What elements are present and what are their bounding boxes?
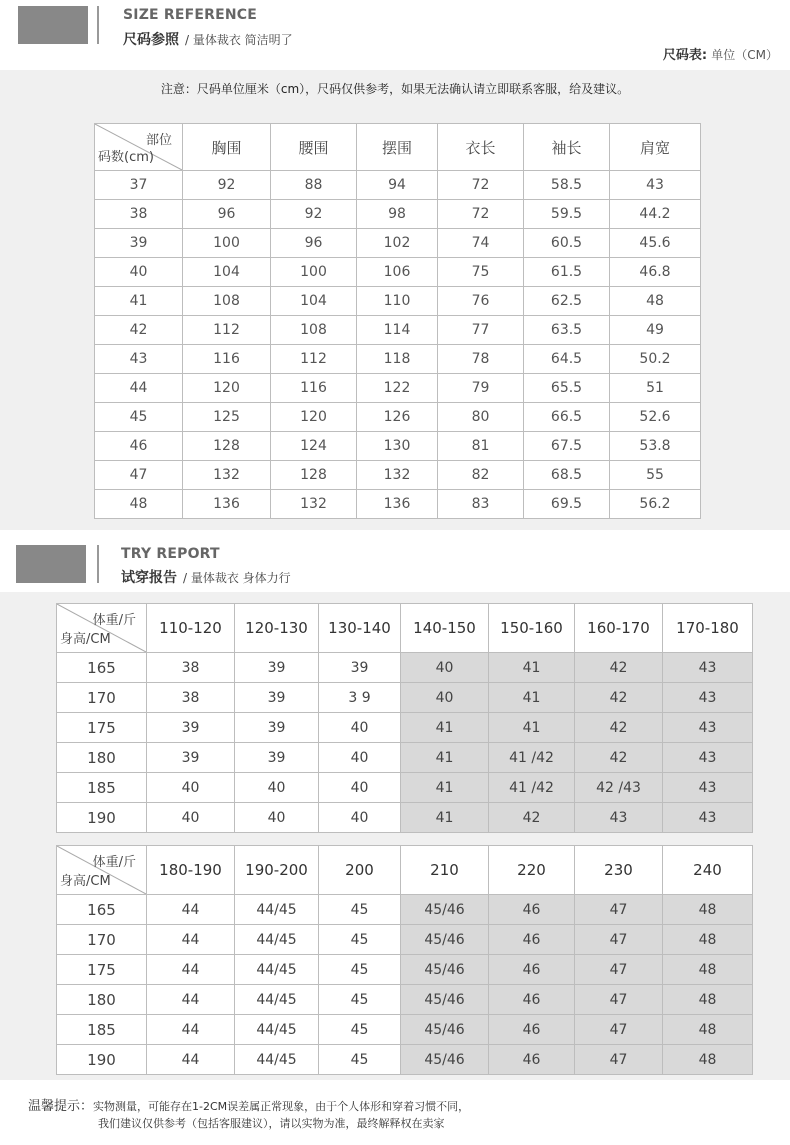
recommended-size-cell: 41 xyxy=(401,773,489,803)
measure-cell: 116 xyxy=(271,374,357,403)
recommended-size-cell: 43 xyxy=(663,683,753,713)
height-cell: 185 xyxy=(57,773,147,803)
measure-cell: 96 xyxy=(183,200,271,229)
recommended-size-cell: 46 xyxy=(489,955,575,985)
table-row xyxy=(57,925,753,955)
table-row xyxy=(57,743,753,773)
recommended-size-cell: 42 xyxy=(575,713,663,743)
recommended-size-cell: 48 xyxy=(663,955,753,985)
measure-cell: 68.5 xyxy=(524,461,610,490)
height-cell: 165 xyxy=(57,895,147,925)
column-header: 摆围 xyxy=(357,124,438,171)
size-reference-title-cn-text: 尺码参照 xyxy=(123,32,179,48)
measure-cell: 136 xyxy=(183,490,271,519)
recommended-size-cell: 39 xyxy=(147,743,235,773)
measure-cell: 132 xyxy=(357,461,438,490)
column-header: 肩宽 xyxy=(610,124,701,171)
try-report-table-1 xyxy=(56,603,753,833)
size-cell: 40 xyxy=(95,258,183,287)
recommended-size-cell: 40 xyxy=(401,683,489,713)
recommended-size-cell: 39 xyxy=(235,653,319,683)
weight-header: 120-130 xyxy=(235,604,319,653)
weight-header: 180-190 xyxy=(147,846,235,895)
measure-cell: 72 xyxy=(438,200,524,229)
tips-line-2: 我们建议仅供参考（包括客服建议），请以实物为准，最终解释权在卖家 xyxy=(98,1117,445,1130)
table-row xyxy=(57,803,753,833)
weight-header: 170-180 xyxy=(663,604,753,653)
recommended-size-cell: 45 xyxy=(319,955,401,985)
measure-cell: 46.8 xyxy=(610,258,701,287)
recommended-size-cell: 43 xyxy=(663,773,753,803)
table-row xyxy=(57,773,753,803)
size-table xyxy=(94,123,701,519)
measure-cell: 112 xyxy=(271,345,357,374)
recommended-size-cell: 41 xyxy=(489,653,575,683)
recommended-size-cell: 45/46 xyxy=(401,1015,489,1045)
measure-cell: 110 xyxy=(357,287,438,316)
section-divider xyxy=(97,6,99,44)
recommended-size-cell: 40 xyxy=(147,773,235,803)
measure-cell: 56.2 xyxy=(610,490,701,519)
recommended-size-cell: 38 xyxy=(147,653,235,683)
measure-cell: 116 xyxy=(183,345,271,374)
recommended-size-cell: 45 xyxy=(319,895,401,925)
measure-cell: 112 xyxy=(183,316,271,345)
unit-note xyxy=(663,44,778,63)
size-cell: 46 xyxy=(95,432,183,461)
weight-header: 240 xyxy=(663,846,753,895)
recommended-size-cell: 44 xyxy=(147,985,235,1015)
measure-cell: 104 xyxy=(183,258,271,287)
measure-cell: 124 xyxy=(271,432,357,461)
tips-label: 温馨提示： xyxy=(28,1099,94,1114)
measure-cell: 120 xyxy=(183,374,271,403)
recommended-size-cell: 47 xyxy=(575,925,663,955)
recommended-size-cell: 43 xyxy=(663,713,753,743)
recommended-size-cell: 39 xyxy=(235,743,319,773)
recommended-size-cell: 43 xyxy=(663,653,753,683)
recommended-size-cell: 45/46 xyxy=(401,1045,489,1075)
measure-cell: 74 xyxy=(438,229,524,258)
recommended-size-cell: 40 xyxy=(319,773,401,803)
unit-value: 单位（CM） xyxy=(711,48,778,62)
table-row xyxy=(95,432,701,461)
corner-top-label: 部位 xyxy=(145,133,172,148)
recommended-size-cell: 45/46 xyxy=(401,985,489,1015)
table-row xyxy=(57,683,753,713)
recommended-size-cell: 46 xyxy=(489,1015,575,1045)
recommended-size-cell: 47 xyxy=(575,955,663,985)
size-reference-title-en: SIZE REFERENCE xyxy=(123,7,258,23)
corner-top-label: 体重/斤 xyxy=(92,613,136,628)
table-row xyxy=(95,229,701,258)
recommended-size-cell: 39 xyxy=(147,713,235,743)
size-reference-title-cn xyxy=(123,29,293,49)
measure-cell: 64.5 xyxy=(524,345,610,374)
measure-cell: 125 xyxy=(183,403,271,432)
corner-header-cell xyxy=(95,124,183,171)
measure-cell: 106 xyxy=(357,258,438,287)
table-row xyxy=(95,258,701,287)
recommended-size-cell: 45 xyxy=(319,925,401,955)
measure-cell: 60.5 xyxy=(524,229,610,258)
measure-cell: 66.5 xyxy=(524,403,610,432)
measure-cell: 65.5 xyxy=(524,374,610,403)
measure-cell: 51 xyxy=(610,374,701,403)
recommended-size-cell: 40 xyxy=(319,803,401,833)
measure-cell: 49 xyxy=(610,316,701,345)
section-marker-block xyxy=(16,545,86,583)
recommended-size-cell: 40 xyxy=(319,713,401,743)
measure-cell: 128 xyxy=(271,461,357,490)
recommended-size-cell: 48 xyxy=(663,895,753,925)
recommended-size-cell: 46 xyxy=(489,925,575,955)
recommended-size-cell: 47 xyxy=(575,1015,663,1045)
measure-cell: 94 xyxy=(357,171,438,200)
height-cell: 170 xyxy=(57,925,147,955)
section-divider xyxy=(97,545,99,583)
measure-cell: 69.5 xyxy=(524,490,610,519)
recommended-size-cell: 39 xyxy=(319,653,401,683)
measure-cell: 59.5 xyxy=(524,200,610,229)
recommended-size-cell: 44/45 xyxy=(235,925,319,955)
table-row xyxy=(57,1045,753,1075)
recommended-size-cell: 41 xyxy=(401,803,489,833)
recommended-size-cell: 44/45 xyxy=(235,895,319,925)
recommended-size-cell: 40 xyxy=(235,773,319,803)
measure-cell: 92 xyxy=(183,171,271,200)
weight-header: 130-140 xyxy=(319,604,401,653)
measure-cell: 128 xyxy=(183,432,271,461)
recommended-size-cell: 40 xyxy=(401,653,489,683)
try-report-title-cn xyxy=(121,567,291,587)
table-row xyxy=(95,403,701,432)
recommended-size-cell: 48 xyxy=(663,985,753,1015)
measure-cell: 67.5 xyxy=(524,432,610,461)
size-cell: 42 xyxy=(95,316,183,345)
tips-line-1 xyxy=(28,1098,469,1115)
measure-cell: 58.5 xyxy=(524,171,610,200)
recommended-size-cell: 41 xyxy=(401,743,489,773)
try-report-header xyxy=(0,530,790,592)
measure-cell: 120 xyxy=(271,403,357,432)
table-row xyxy=(57,985,753,1015)
column-header: 袖长 xyxy=(524,124,610,171)
size-cell: 37 xyxy=(95,171,183,200)
recommended-size-cell: 39 xyxy=(235,713,319,743)
size-reference-subtitle: / 量体裁衣 简洁明了 xyxy=(185,33,293,47)
table-row xyxy=(57,895,753,925)
height-cell: 165 xyxy=(57,653,147,683)
table-row xyxy=(95,490,701,519)
measure-cell: 78 xyxy=(438,345,524,374)
measure-cell: 118 xyxy=(357,345,438,374)
weight-header: 110-120 xyxy=(147,604,235,653)
measure-cell: 88 xyxy=(271,171,357,200)
corner-bottom-label: 身高/CM xyxy=(60,874,111,889)
height-cell: 190 xyxy=(57,803,147,833)
measure-cell: 83 xyxy=(438,490,524,519)
corner-bottom-label: 码数(cm) xyxy=(98,150,154,165)
weight-header: 200 xyxy=(319,846,401,895)
measure-cell: 100 xyxy=(183,229,271,258)
recommended-size-cell: 45/46 xyxy=(401,955,489,985)
measure-cell: 130 xyxy=(357,432,438,461)
measure-cell: 132 xyxy=(271,490,357,519)
measure-cell: 45.6 xyxy=(610,229,701,258)
measure-cell: 52.6 xyxy=(610,403,701,432)
table-row xyxy=(95,316,701,345)
size-cell: 43 xyxy=(95,345,183,374)
measure-cell: 79 xyxy=(438,374,524,403)
weight-header: 150-160 xyxy=(489,604,575,653)
column-header: 腰围 xyxy=(271,124,357,171)
recommended-size-cell: 40 xyxy=(147,803,235,833)
measure-cell: 126 xyxy=(357,403,438,432)
measure-cell: 81 xyxy=(438,432,524,461)
try-report-title-cn-text: 试穿报告 xyxy=(121,570,177,586)
measure-cell: 114 xyxy=(357,316,438,345)
try-report-title-en: TRY REPORT xyxy=(121,546,220,562)
recommended-size-cell: 41 /42 xyxy=(489,773,575,803)
tips-text-1: 实物测量，可能存在1-2CM误差属正常现象，由于个人体形和穿着习惯不同， xyxy=(93,1100,470,1113)
weight-header: 210 xyxy=(401,846,489,895)
measure-cell: 136 xyxy=(357,490,438,519)
recommended-size-cell: 41 /42 xyxy=(489,743,575,773)
recommended-size-cell: 44/45 xyxy=(235,955,319,985)
size-cell: 44 xyxy=(95,374,183,403)
measure-cell: 100 xyxy=(271,258,357,287)
recommended-size-cell: 47 xyxy=(575,985,663,1015)
measure-cell: 48 xyxy=(610,287,701,316)
recommended-size-cell: 44/45 xyxy=(235,1045,319,1075)
table-row xyxy=(57,955,753,985)
size-cell: 48 xyxy=(95,490,183,519)
recommended-size-cell: 42 xyxy=(575,653,663,683)
measure-cell: 96 xyxy=(271,229,357,258)
corner-header-cell xyxy=(57,846,147,895)
measure-cell: 92 xyxy=(271,200,357,229)
corner-bottom-label: 身高/CM xyxy=(60,632,111,647)
measure-cell: 44.2 xyxy=(610,200,701,229)
recommended-size-cell: 42 /43 xyxy=(575,773,663,803)
unit-label: 尺码表: xyxy=(662,48,708,63)
table-row xyxy=(57,653,753,683)
recommended-size-cell: 46 xyxy=(489,1045,575,1075)
table-header-row xyxy=(95,124,701,171)
measure-cell: 75 xyxy=(438,258,524,287)
recommended-size-cell: 48 xyxy=(663,1045,753,1075)
measure-cell: 102 xyxy=(357,229,438,258)
measure-cell: 104 xyxy=(271,287,357,316)
table-row xyxy=(57,1015,753,1045)
measure-cell: 61.5 xyxy=(524,258,610,287)
measure-cell: 43 xyxy=(610,171,701,200)
recommended-size-cell: 44 xyxy=(147,925,235,955)
recommended-size-cell: 42 xyxy=(489,803,575,833)
recommended-size-cell: 45/46 xyxy=(401,895,489,925)
table-row xyxy=(95,345,701,374)
recommended-size-cell: 44 xyxy=(147,1045,235,1075)
table-row xyxy=(95,287,701,316)
height-cell: 190 xyxy=(57,1045,147,1075)
recommended-size-cell: 46 xyxy=(489,895,575,925)
table-row xyxy=(95,171,701,200)
measure-cell: 108 xyxy=(183,287,271,316)
measure-cell: 82 xyxy=(438,461,524,490)
recommended-size-cell: 3 9 xyxy=(319,683,401,713)
column-header: 胸围 xyxy=(183,124,271,171)
corner-top-label: 体重/斤 xyxy=(92,855,136,870)
measure-cell: 132 xyxy=(183,461,271,490)
size-cell: 39 xyxy=(95,229,183,258)
height-cell: 170 xyxy=(57,683,147,713)
recommended-size-cell: 44/45 xyxy=(235,985,319,1015)
column-header: 衣长 xyxy=(438,124,524,171)
measure-cell: 80 xyxy=(438,403,524,432)
recommended-size-cell: 44 xyxy=(147,955,235,985)
weight-header: 160-170 xyxy=(575,604,663,653)
try-report-table-2 xyxy=(56,845,753,1075)
recommended-size-cell: 45 xyxy=(319,985,401,1015)
table-row xyxy=(95,461,701,490)
measure-cell: 76 xyxy=(438,287,524,316)
weight-header: 230 xyxy=(575,846,663,895)
recommended-size-cell: 39 xyxy=(235,683,319,713)
measure-cell: 108 xyxy=(271,316,357,345)
height-cell: 175 xyxy=(57,713,147,743)
height-cell: 180 xyxy=(57,985,147,1015)
table-header-row xyxy=(57,604,753,653)
recommended-size-cell: 40 xyxy=(235,803,319,833)
height-cell: 175 xyxy=(57,955,147,985)
tips xyxy=(28,1098,469,1132)
measure-cell: 55 xyxy=(610,461,701,490)
recommended-size-cell: 45 xyxy=(319,1045,401,1075)
size-cell: 47 xyxy=(95,461,183,490)
recommended-size-cell: 47 xyxy=(575,895,663,925)
measure-cell: 72 xyxy=(438,171,524,200)
recommended-size-cell: 44 xyxy=(147,895,235,925)
recommended-size-cell: 43 xyxy=(663,803,753,833)
recommended-size-cell: 43 xyxy=(663,743,753,773)
section-marker-block xyxy=(18,6,88,44)
measure-cell: 77 xyxy=(438,316,524,345)
height-cell: 185 xyxy=(57,1015,147,1045)
recommended-size-cell: 41 xyxy=(489,683,575,713)
recommended-size-cell: 45/46 xyxy=(401,925,489,955)
size-cell: 38 xyxy=(95,200,183,229)
measure-cell: 53.8 xyxy=(610,432,701,461)
table-row xyxy=(57,713,753,743)
size-notice: 注意：尺码单位厘米（cm），尺码仅供参考，如果无法确认请立即联系客服，给及建议。 xyxy=(160,82,630,96)
measure-cell: 98 xyxy=(357,200,438,229)
size-cell: 41 xyxy=(95,287,183,316)
measure-cell: 122 xyxy=(357,374,438,403)
table-row xyxy=(95,200,701,229)
size-cell: 45 xyxy=(95,403,183,432)
recommended-size-cell: 47 xyxy=(575,1045,663,1075)
weight-header: 190-200 xyxy=(235,846,319,895)
recommended-size-cell: 43 xyxy=(575,803,663,833)
measure-cell: 63.5 xyxy=(524,316,610,345)
recommended-size-cell: 44/45 xyxy=(235,1015,319,1045)
recommended-size-cell: 41 xyxy=(401,713,489,743)
corner-header-cell xyxy=(57,604,147,653)
recommended-size-cell: 41 xyxy=(489,713,575,743)
table-header-row xyxy=(57,846,753,895)
recommended-size-cell: 42 xyxy=(575,683,663,713)
recommended-size-cell: 48 xyxy=(663,1015,753,1045)
recommended-size-cell: 45 xyxy=(319,1015,401,1045)
recommended-size-cell: 38 xyxy=(147,683,235,713)
recommended-size-cell: 48 xyxy=(663,925,753,955)
recommended-size-cell: 40 xyxy=(319,743,401,773)
weight-header: 220 xyxy=(489,846,575,895)
weight-header: 140-150 xyxy=(401,604,489,653)
recommended-size-cell: 46 xyxy=(489,985,575,1015)
table-row xyxy=(95,374,701,403)
recommended-size-cell: 42 xyxy=(575,743,663,773)
height-cell: 180 xyxy=(57,743,147,773)
measure-cell: 62.5 xyxy=(524,287,610,316)
measure-cell: 50.2 xyxy=(610,345,701,374)
recommended-size-cell: 44 xyxy=(147,1015,235,1045)
try-report-subtitle: / 量体裁衣 身体力行 xyxy=(183,571,291,585)
